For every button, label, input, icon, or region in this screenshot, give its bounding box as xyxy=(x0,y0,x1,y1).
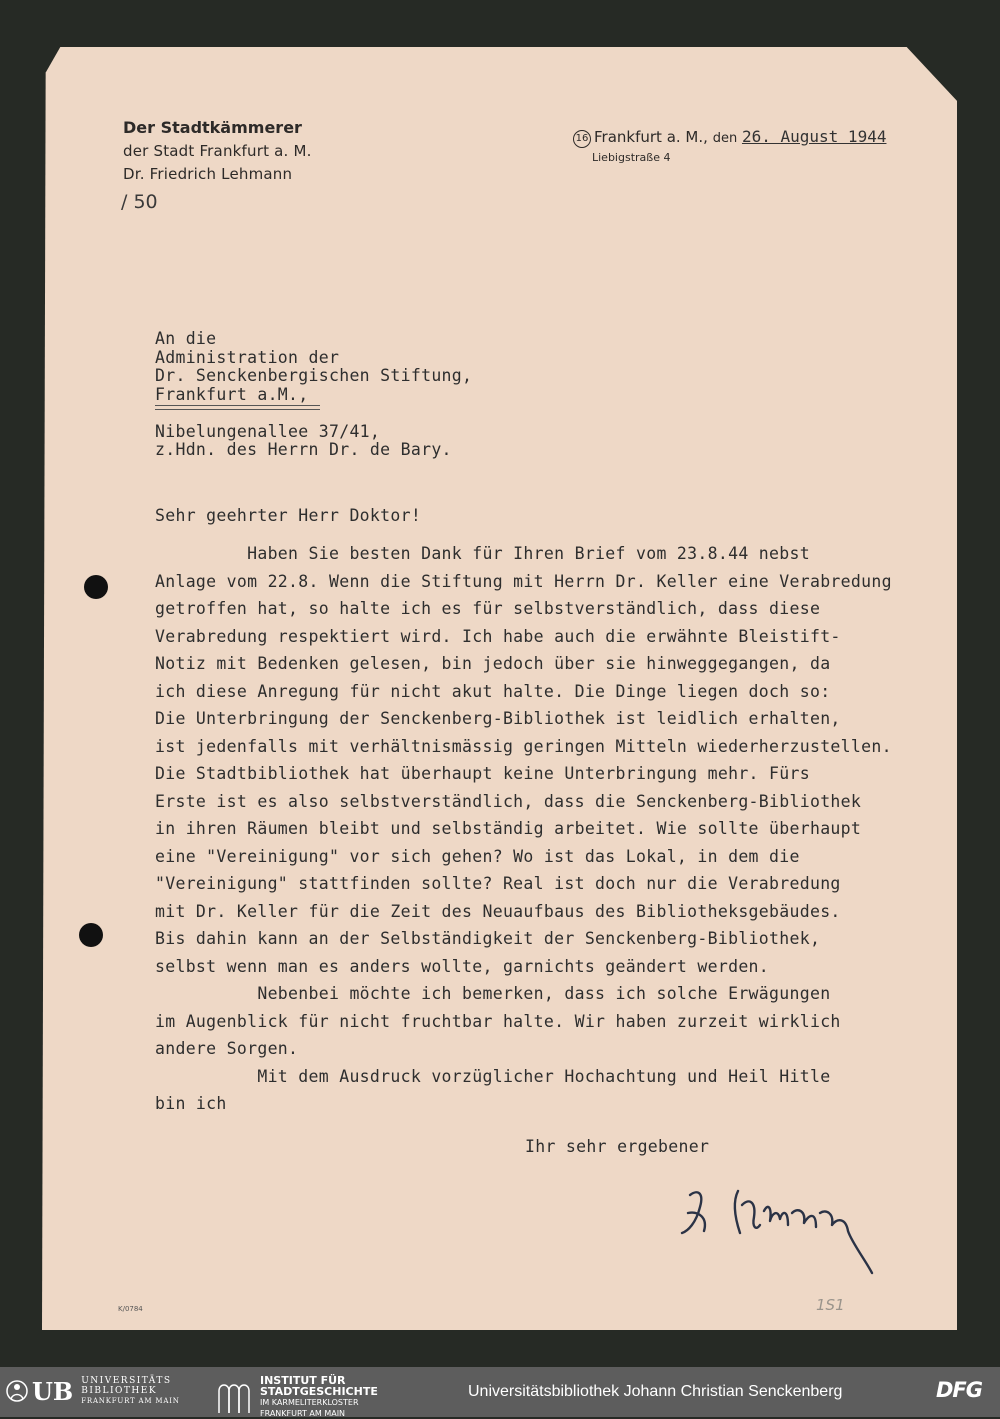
recipient-address xyxy=(155,330,472,460)
reference-number: / 50 xyxy=(121,191,158,213)
pencil-page-number: 1S1 xyxy=(816,1296,845,1314)
letterhead xyxy=(123,118,312,188)
archive-code: K/0784 xyxy=(118,1305,143,1313)
body-line: in ihren Räumen bleibt und selbständig arbeitet. Wie sollte überhaupt xyxy=(155,819,862,838)
body-line: ist jedenfalls mit verhältnismässig geringen Mitteln wiederherzustellen. xyxy=(155,736,892,756)
ub-text xyxy=(81,1376,180,1406)
body-line: Bis dahin kann an der Selbständigkeit der Senckenberg-Bibliothek, xyxy=(155,929,821,948)
body-line: andere Sorgen. xyxy=(155,1039,299,1058)
dfg-logo[interactable]: DFG xyxy=(936,1378,983,1402)
isg-line: IM KARMELITERKLOSTER xyxy=(260,1398,359,1407)
body-line: ich diese Anregung für nicht akut halte. Die Dinge liegen doch so: xyxy=(155,681,831,701)
body-line: im Augenblick für nicht fruchtbar halte. Wir haben zurzeit wirklich xyxy=(155,1011,841,1031)
body-line: Haben Sie besten Dank für Ihren Brief vom 23.8.44 nebst xyxy=(155,544,810,563)
place-city: Frankfurt a. M., xyxy=(594,128,708,146)
body-line: Verabredung respektiert wird. Ich habe auch die erwähnte Bleistift- xyxy=(155,626,841,646)
double-underline xyxy=(155,409,320,410)
place-date xyxy=(573,127,886,148)
address-spacer xyxy=(155,404,472,423)
footer-bar xyxy=(0,1367,1000,1417)
isg-line: FRANKFURT AM MAIN xyxy=(260,1409,346,1418)
double-underline xyxy=(155,405,320,406)
postal-district-badge: 16 xyxy=(573,130,591,148)
body-line: Die Unterbringung der Senckenberg-Bibliothek ist leidlich erhalten, xyxy=(155,709,841,728)
body-line: selbst wenn man es anders wollte, garnichts geändert werden. xyxy=(155,956,770,976)
ub-logo[interactable] xyxy=(6,1376,180,1406)
letter-body xyxy=(155,540,892,1118)
punch-hole-top xyxy=(84,575,108,599)
body-line: getroffen hat, so halte ich es für selbstverständlich, dass diese xyxy=(155,599,821,618)
address-line: Nibelungenallee 37/41, xyxy=(155,421,381,441)
address-line: z.Hdn. des Herrn Dr. de Bary. xyxy=(155,440,452,459)
letterhead-city: der Stadt Frankfurt a. M. xyxy=(123,142,312,160)
address-line: Frankfurt a.M., xyxy=(155,384,309,404)
salutation: Sehr geehrter Herr Doktor! xyxy=(155,506,422,525)
punch-hole-bottom xyxy=(79,923,103,947)
letter-date: 26. August 1944 xyxy=(741,127,887,146)
sender-street: Liebigstraße 4 xyxy=(592,151,671,164)
ub-line: UNIVERSITÄTS xyxy=(81,1376,172,1386)
isg-logo[interactable] xyxy=(216,1375,378,1419)
address-line: Administration der xyxy=(155,347,340,367)
letterhead-org: Der Stadtkämmerer xyxy=(123,118,302,137)
date-prefix: den xyxy=(712,131,738,146)
ub-line: FRANKFURT AM MAIN xyxy=(81,1397,180,1405)
body-line: Erste ist es also selbstverständlich, dass die Senckenberg-Bibliothek xyxy=(155,791,862,811)
body-line: eine "Vereinigung" vor sich gehen? Wo ist das Lokal, in dem die xyxy=(155,846,800,866)
ub-emblem-icon xyxy=(6,1376,28,1406)
body-line: "Vereinigung" stattfinden sollte? Real ist doch nur die Verabredung xyxy=(155,874,841,893)
handwritten-signature xyxy=(676,1173,886,1287)
letterhead-name: Dr. Friedrich Lehmann xyxy=(123,165,293,183)
body-line: Nebenbei möchte ich bemerken, dass ich solche Erwägungen xyxy=(155,984,831,1003)
address-line: An die xyxy=(155,329,217,348)
address-line: Dr. Senckenbergischen Stiftung, xyxy=(155,366,473,385)
isg-text xyxy=(260,1375,378,1419)
ub-mark: UB xyxy=(32,1376,74,1406)
isg-line: INSTITUT FÜR xyxy=(260,1374,346,1387)
body-line: Die Stadtbibliothek hat überhaupt keine Unterbringung mehr. Fürs xyxy=(155,764,810,783)
isg-line: STADTGESCHICHTE xyxy=(260,1385,378,1398)
body-line: bin ich xyxy=(155,1094,227,1113)
body-line: Notiz mit Bedenken gelesen, bin jedoch über sie hinweggegangen, da xyxy=(155,654,831,673)
ub-line: BIBLIOTHEK xyxy=(81,1386,158,1396)
body-line: Anlage vom 22.8. Wenn die Stiftung mit Herrn Dr. Keller eine Verabredung xyxy=(155,571,892,591)
isg-arches-icon xyxy=(216,1379,252,1415)
closing: Ihr sehr ergebener xyxy=(525,1137,710,1156)
library-title[interactable]: Universitätsbibliothek Johann Christian Senckenberg xyxy=(468,1383,843,1400)
body-line: mit Dr. Keller für die Zeit des Neuaufbaus des Bibliotheksgebäudes. xyxy=(155,901,841,921)
body-line: Mit dem Ausdruck vorzüglicher Hochachtung und Heil Hitle xyxy=(155,1066,831,1086)
